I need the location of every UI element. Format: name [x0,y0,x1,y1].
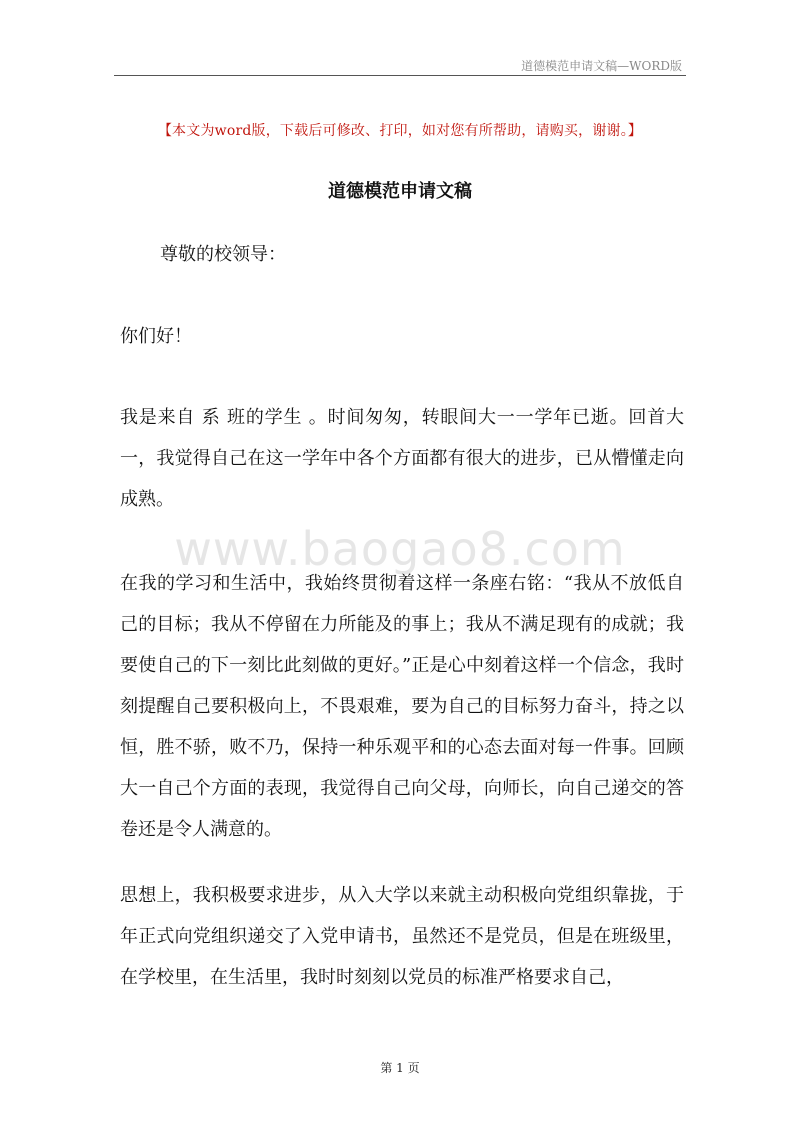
document-title: 道德模范申请文稿 [328,181,472,202]
body-paragraph-3: 思想上，我积极要求进步，从入大学以来就主动积极向党组织靠拢，于 年正式向党组织递交了入党申请书，虽然还不是党员，但是在班级里，在学校里，在生活里，我时时刻刻以党员的标准严格要求自己， [120,885,684,988]
purchase-notice: 【本文为word版，下载后可修改、打印，如对您有所帮助，请购买，谢谢。】 [157,123,643,139]
header-divider [114,75,686,76]
watermark: www.baogao8.com [174,522,626,576]
greeting: 你们好！ [120,326,192,347]
body-paragraph-1: 我是来自 系 班的学生 。时间匆匆，转眼间大一一学年已逝。回首大一，我觉得自己在这一学年中各个方面都有很大的进步，已从懵懂走向成熟。 [120,407,684,510]
body-paragraph-2: 在我的学习和生活中，我始终贯彻着这样一条座右铭：“我从不放低自己的目标；我从不停留在力所能及的事上；我从不满足现有的成就；我要使自己的下一刻比此刻做的更好。”正是心中刻着这样一个信念，我时刻提醒自己要积极向上，不畏艰难，要为自己的目标努力奋斗，持之以恒，胜不骄，败不乃，保持一种乐观平和的心态去面对每一件事。回顾大一自己个方面的表现，我觉得自己向父母，向师长，向自己递交的答卷还是令人满意的。 [120,573,684,840]
running-header: 道德模范申请文稿—WORD版 [521,59,682,73]
page-number: 第 1 页 [380,1061,420,1075]
salutation: 尊敬的校领导： [160,244,286,265]
